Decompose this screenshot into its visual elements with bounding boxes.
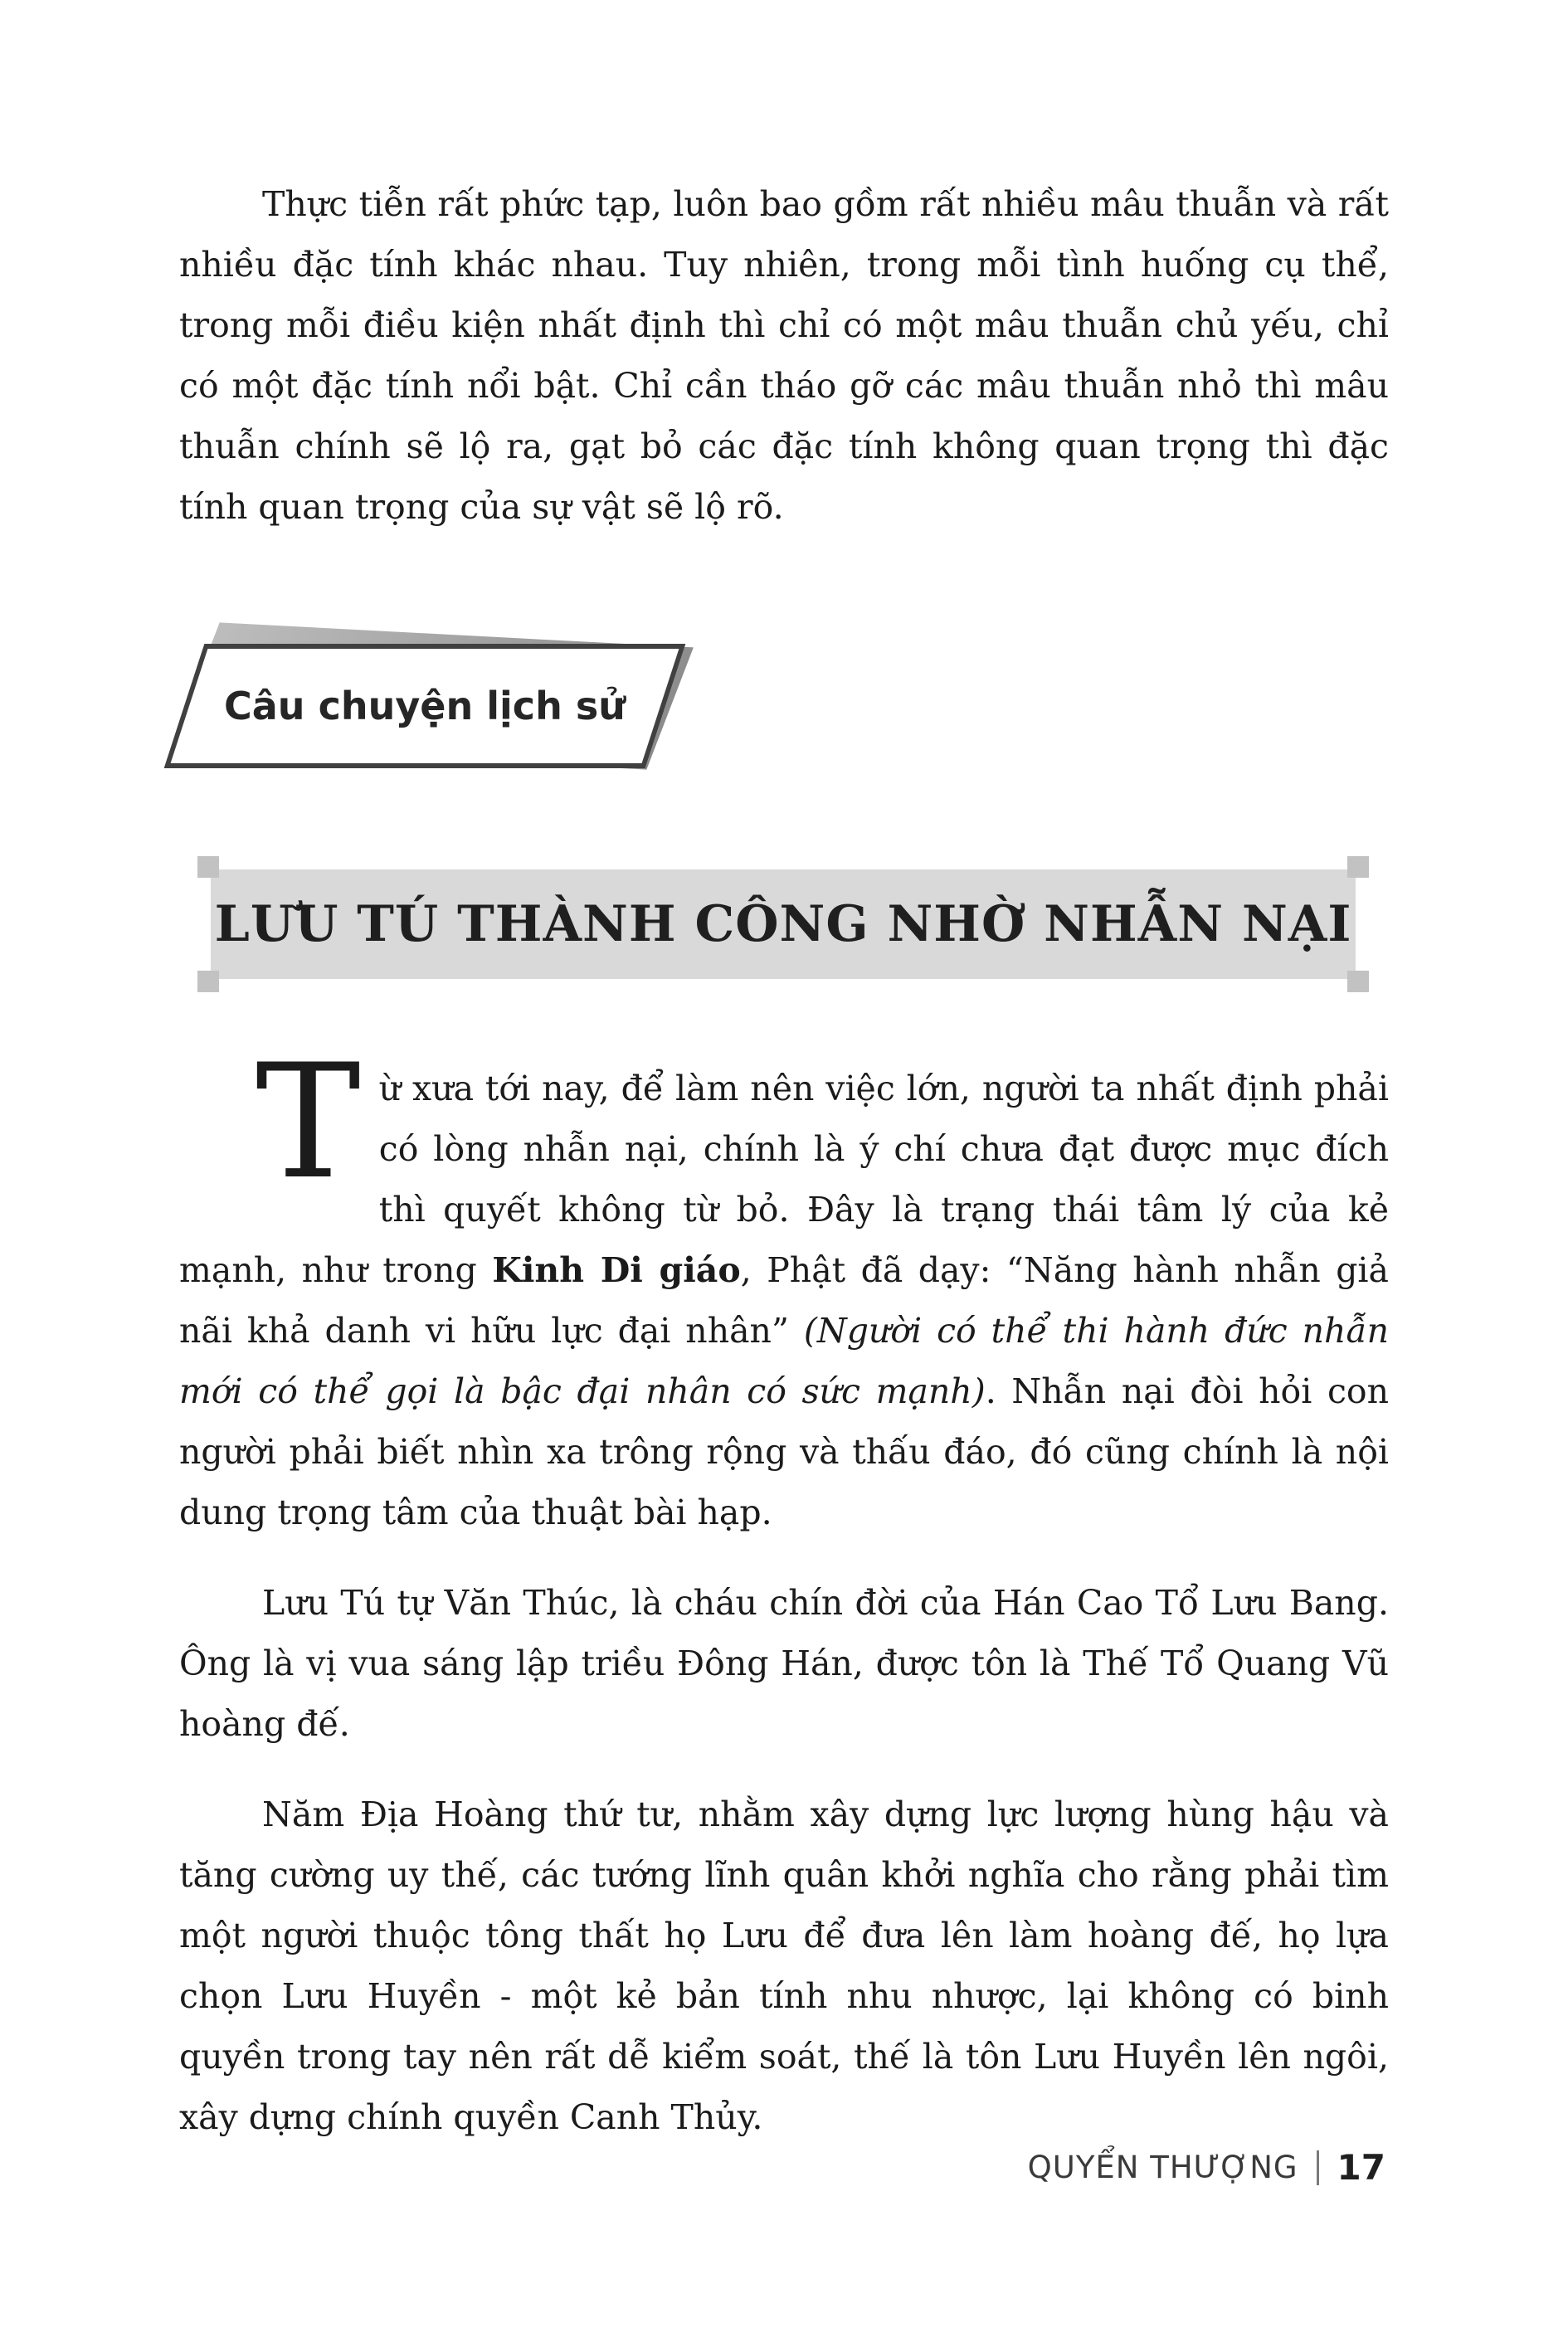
page-footer [1028,2147,1385,2188]
section-banner-label: Câu chuyện lịch sử [224,684,626,728]
corner-square-top-right [1347,856,1369,878]
banner-front-shape [164,644,686,768]
story-title-banner [211,869,1356,979]
story-paragraph-3: Năm Địa Hoàng thứ tư, nhằm xây dựng lực lượng hùng hậu và tăng cường uy thế, các tướng lĩnh quân khởi nghĩa cho rằng phải tìm một người thuộc tông thất họ Lưu để đưa lên làm hoàng đế, họ lựa chọn Lưu Huyền - một kẻ bản tính nhu nhược, lại không có binh quyền trong tay nên rất dễ kiểm soát, thế là tôn Lưu Huyền lên ngôi, xây dựng chính quyền Canh Thủy. [179,1794,1389,2137]
story-paragraph-2: Lưu Tú tự Văn Thúc, là cháu chín đời của Hán Cao Tổ Lưu Bang. Ông là vị vua sáng lập triều Đông Hán, được tôn là Thế Tổ Quang Vũ hoàng đế. [179,1583,1389,1744]
corner-square-top-left [197,856,219,878]
section-banner [184,644,665,768]
drop-cap: T [256,1030,361,1214]
corner-square-bottom-right [1347,971,1369,992]
story-paragraph-1-text: ừ xưa tới nay, để làm nên việc lớn, người ta nhất định phải có lòng nhẫn nại, chính là ý chí chưa đạt được mục đích thì quyết không từ bỏ. Đây là trạng thái tâm lý của kẻ mạnh, như trong Kinh Di giáo, Phật đã dạy: “Năng hành nhẫn giả nãi khả danh vi hữu lực đại nhân” (Người có thể thi hành đức nhẫn mới có thể gọi là bậc đại nhân có sức mạnh). Nhẫn nại đòi hỏi con người phải biết nhìn xa trông rộng và thấu đáo, đó cũng chính là nội dung trọng tâm của thuật bài hạp. [179,1069,1389,1532]
story-title: LƯU TÚ THÀNH CÔNG NHỜ NHẪN NẠI [214,895,1352,953]
footer-page-number: 17 [1337,2147,1385,2188]
intro-paragraph: Thực tiễn rất phức tạp, luôn bao gồm rất nhiều mâu thuẫn và rất nhiều đặc tính khác nhau. Tuy nhiên, trong mỗi tình huống cụ thể, trong mỗi điều kiện nhất định thì chỉ có một mâu thuẫn chủ yếu, chỉ có một đặc tính nổi bật. Chỉ cần tháo gỡ các mâu thuẫn nhỏ thì mâu thuẫn chính sẽ lộ ra, gạt bỏ các đặc tính không quan trọng thì đặc tính quan trọng của sự vật sẽ lộ rõ. [179,184,1389,527]
footer-separator [1317,2150,1319,2185]
corner-square-bottom-left [197,971,219,992]
story-paragraph-1 [179,1030,1389,1543]
footer-section-label: QUYỂN THƯỢNG [1027,2150,1298,2185]
